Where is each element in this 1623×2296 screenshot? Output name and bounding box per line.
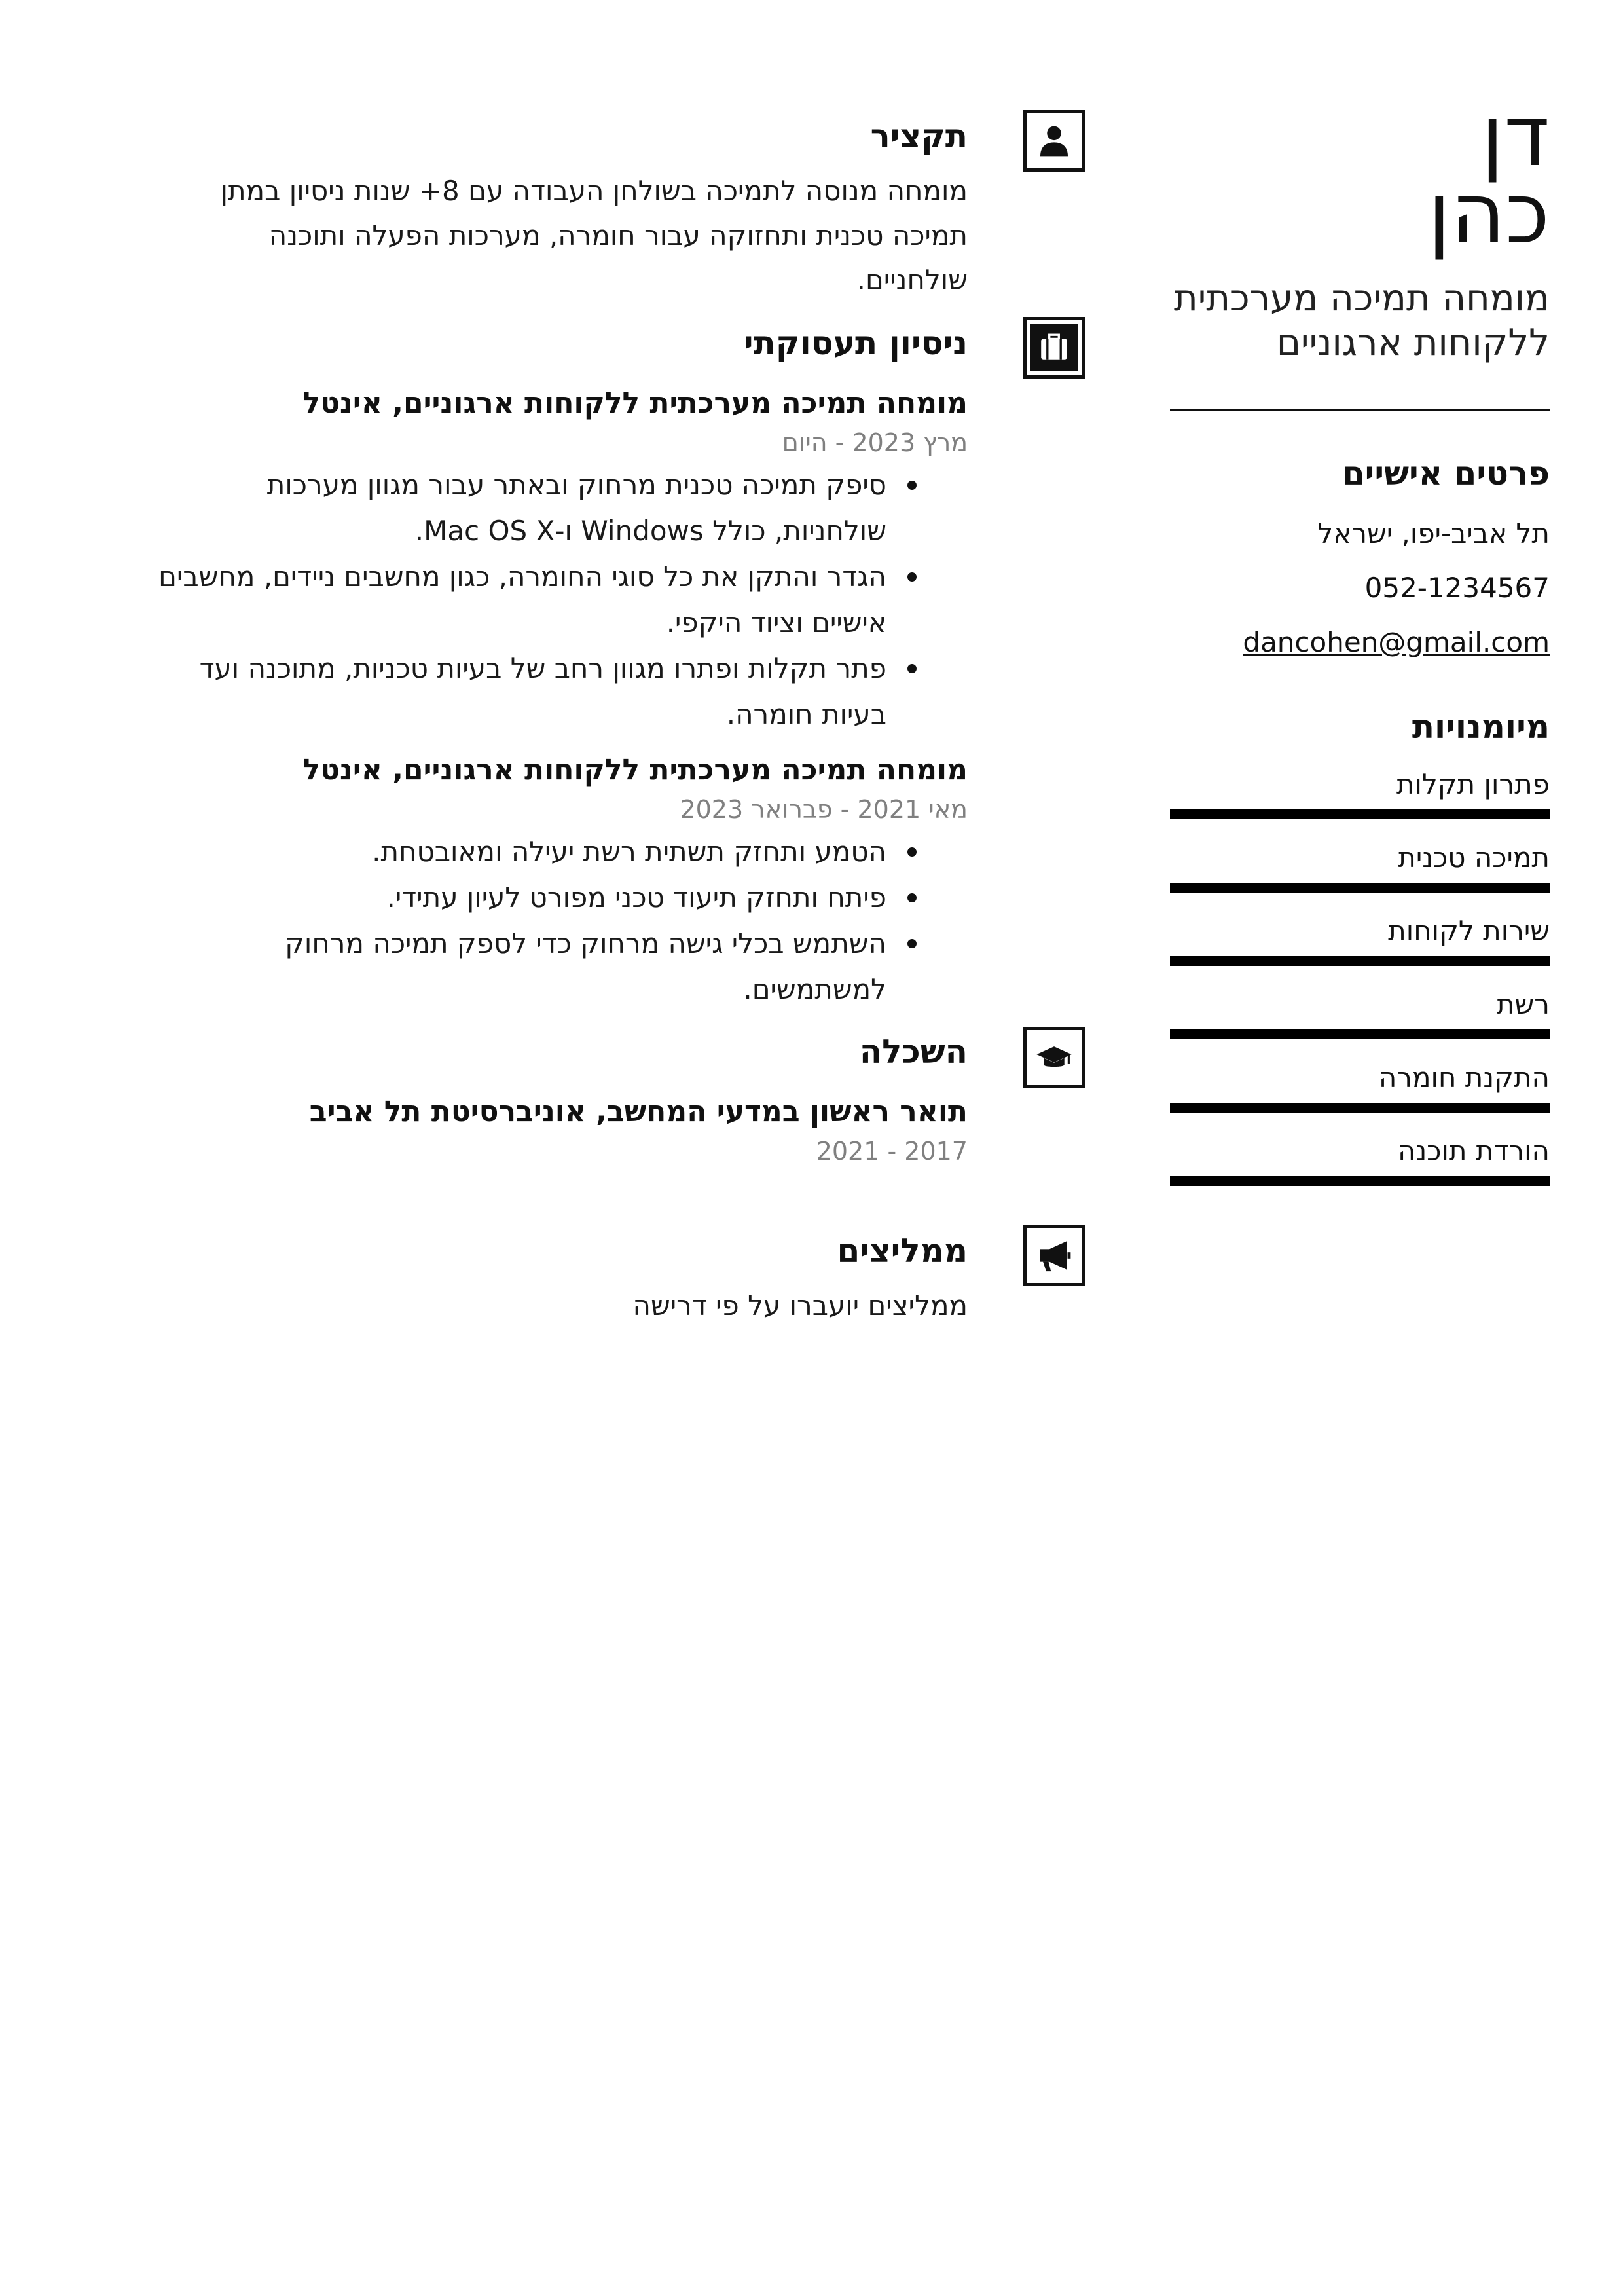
references-text: ממליצים יועברו על פי דרישה xyxy=(632,1289,968,1322)
skill-item xyxy=(1170,842,1550,893)
first-name: דן xyxy=(1481,88,1550,185)
references-title: ממליצים xyxy=(837,1232,968,1270)
education-section xyxy=(153,1031,968,1167)
job-role: מומחה תמיכה מערכתית ללקוחות ארגוניים, אינטל xyxy=(302,753,968,787)
bullet-item: הטמע ותחזק תשתית רשת יעילה ומאובטחת. xyxy=(153,829,886,875)
skill-level-bar xyxy=(1170,1029,1550,1039)
skill-level-bar xyxy=(1170,956,1550,966)
skill-item xyxy=(1170,915,1550,966)
email-link[interactable]: dancohen@gmail.com xyxy=(1243,626,1550,658)
skill-level-bar xyxy=(1170,883,1550,893)
skill-level-bar xyxy=(1170,1103,1550,1113)
summary-icon-box xyxy=(1023,110,1085,172)
job-dates: מאי 2021 - פברואר 2023 xyxy=(680,795,968,824)
job-dates: מרץ 2023 - היום xyxy=(782,428,968,457)
briefcase-icon xyxy=(1030,324,1078,371)
bullet-item: פיתח ותחזק תיעוד טכני מפורט לעיון עתידי. xyxy=(153,875,886,921)
location: תל אביב-יפו, ישראל xyxy=(1317,517,1550,549)
job-title: מומחה תמיכה מערכתית ללקוחות ארגוניים xyxy=(1173,277,1550,364)
education-title: השכלה xyxy=(859,1033,968,1071)
last-name: כהן xyxy=(1427,165,1550,263)
experience-title: ניסיון תעסוקתי xyxy=(743,324,968,362)
bullet-item: הגדר והתקן את כל סוגי החומרה, כגון מחשבים ניידים, מחשבים אישיים וציוד היקפי. xyxy=(153,554,886,646)
personal-details-heading: פרטים אישיים xyxy=(1341,454,1550,492)
skills-list xyxy=(1170,768,1550,1186)
job-bullets xyxy=(153,829,968,1012)
skill-item xyxy=(1170,988,1550,1039)
person-icon xyxy=(1036,122,1072,159)
job-entry xyxy=(153,752,968,1012)
skill-name: רשת xyxy=(1496,988,1550,1020)
skill-name: פתרון תקלות xyxy=(1396,768,1550,800)
experience-icon-box xyxy=(1023,317,1085,379)
references-icon-box xyxy=(1023,1225,1085,1286)
experience-section xyxy=(153,322,968,1012)
bullet-item: השתמש בכלי גישה מרחוק כדי לספק תמיכה מרחוק למשתמשים. xyxy=(153,921,886,1012)
skill-name: שירות לקוחות xyxy=(1388,915,1550,947)
summary-title: תקציר xyxy=(870,117,968,155)
job-bullets xyxy=(153,462,968,737)
skill-item xyxy=(1170,1135,1550,1186)
education-dates: 2017 - 2021 xyxy=(816,1137,968,1166)
skill-item xyxy=(1170,1062,1550,1113)
job-entry xyxy=(153,385,968,737)
full-name xyxy=(1170,88,1550,263)
skill-level-bar xyxy=(1170,1176,1550,1186)
graduation-cap-icon xyxy=(1035,1039,1073,1077)
references-section xyxy=(153,1230,968,1328)
megaphone-icon xyxy=(1035,1236,1073,1274)
skill-level-bar xyxy=(1170,809,1550,819)
skill-name: התקנת חומרה xyxy=(1378,1062,1550,1094)
sidebar xyxy=(1170,88,1550,1186)
phone: 052-1234567 xyxy=(1364,572,1550,604)
divider xyxy=(1170,409,1550,411)
skill-name: תמיכה טכנית xyxy=(1398,842,1550,874)
summary-text: מומחה מנוסה לתמיכה בשולחן העבודה עם 8+ שנות ניסיון במתן תמיכה טכנית ותחזוקה עבור חומרה, מערכות הפעלה ותוכנה שולחניים. xyxy=(220,175,968,296)
education-icon-box xyxy=(1023,1027,1085,1088)
skill-item xyxy=(1170,768,1550,819)
bullet-item: פתר תקלות ופתרו מגוון רחב של בעיות טכניות, מתוכנה ועד בעיות חומרה. xyxy=(153,646,886,737)
skill-name: הורדת תוכנה xyxy=(1398,1135,1550,1167)
skills-heading: מיומנויות xyxy=(1412,708,1550,746)
degree: תואר ראשון במדעי המחשב, אוניברסיטת תל אביב xyxy=(309,1095,968,1128)
bullet-item: סיפק תמיכה טכנית מרחוק ובאתר עבור מגוון מערכות שולחניות, כולל Windows ו-Mac OS X. xyxy=(153,462,886,554)
job-role: מומחה תמיכה מערכתית ללקוחות ארגוניים, אינטל xyxy=(302,386,968,420)
summary-section xyxy=(153,115,968,303)
